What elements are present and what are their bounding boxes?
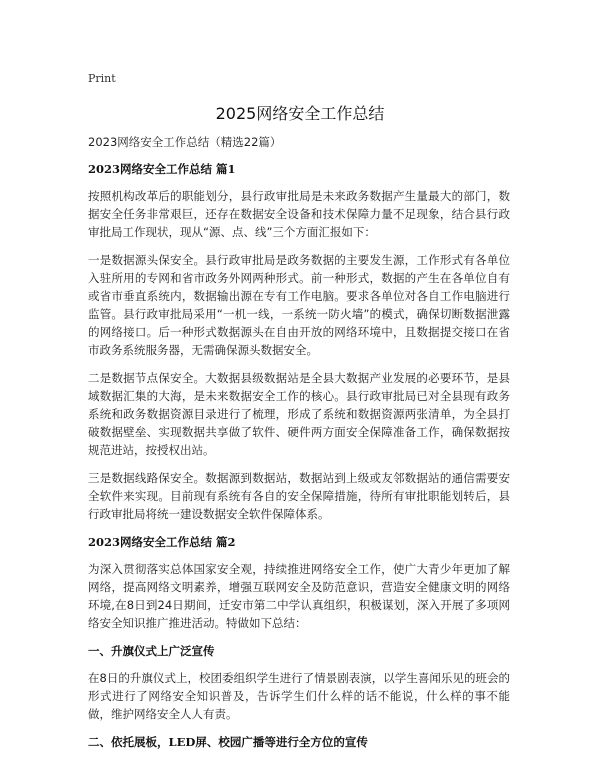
section-heading: 2023网络安全工作总结 篇2 <box>88 535 236 549</box>
paragraph: 二是数据节点保安全。大数据县级数据站是全县大数据产业发展的必要环节，是县域数据汇集的大海，是未来数据安全工作的核心。县行政审批局已对全县现有政务系统和政务数据资源目录进行了梳理，形成了系统和数据资源两张清单，为全县打破数据壁垒、实现数据共享做了软件、硬件两方面安全保障准备工作，确保数据按规范进站，按授权出站。 <box>88 371 510 457</box>
paragraph: 为深入贯彻落实总体国家安全观，持续推进网络安全工作，使广大青少年更加了解网络，提高网络文明素养，增强互联网安全及防范意识，营造安全健康文明的网络环境,在8日到24日期间，迁安市第二中学认真组织，积极谋划，深入开展了多项网络安全知识推广推进活动。特做如下总结： <box>88 562 510 630</box>
section-heading: 一、升旗仪式上广泛宣传 <box>88 644 215 658</box>
document-body <box>88 134 510 760</box>
section-3 <box>88 643 510 723</box>
paragraph: 三是数据线路保安全。数据源到数据站，数据站到上级或友邻数据站的通信需要安全软件来实现。目前现有系统有各自的安全保障措施，待所有审批职能划转后，县行政审批局将统一建设数据安全软件保障体系。 <box>88 471 510 521</box>
paragraph: 一是数据源头保安全。县行政审批局是政务数据的主要发生源，工作形式有各单位入驻所用的专网和省市政务外网两种形式。前一种形式，数据的产生在各单位自有或省市垂直系统内，数据输出源在专有工作电脑。要求各单位对各自工作电脑进行监管。县行政审批局采用“一机一线，一系统一防火墙”的模式，确保切断数据泄露的网络接口。后一种形式数据源头在自由开放的网络环境中，且数据提交接口在省市政务系统服务器，无需确保源头数据安全。 <box>88 253 510 357</box>
page-title: 2025网络安全工作总结 <box>215 104 385 123</box>
section-heading: 二、依托展板，LED屏、校园广播等进行全方位的宣传 <box>88 735 368 749</box>
section-2 <box>88 534 510 632</box>
document-subtitle: 2023网络安全工作总结（精选22篇） <box>88 135 282 149</box>
paragraph: 在8日的升旗仪式上，校团委组织学生进行了情景剧表演，以学生喜闻乐见的班会的形式进行了网络安全知识普及，告诉学生们什么样的话不能说，什么样的事不能做，维护网络安全人人有责。 <box>88 671 510 721</box>
section-4 <box>88 734 510 750</box>
print-label[interactable]: Print <box>88 72 116 85</box>
section-1 <box>88 161 510 523</box>
paragraph: 按照机构改革后的职能划分，县行政审批局是未来政务数据产生量最大的部门，数据安全任务非常艰巨，还存在数据安全设备和技术保障力量不足现象，结合县行政审批局工作现状，现从“源、点、线”三个方面汇报如下： <box>88 189 510 239</box>
section-heading: 2023网络安全工作总结 篇1 <box>88 162 236 176</box>
